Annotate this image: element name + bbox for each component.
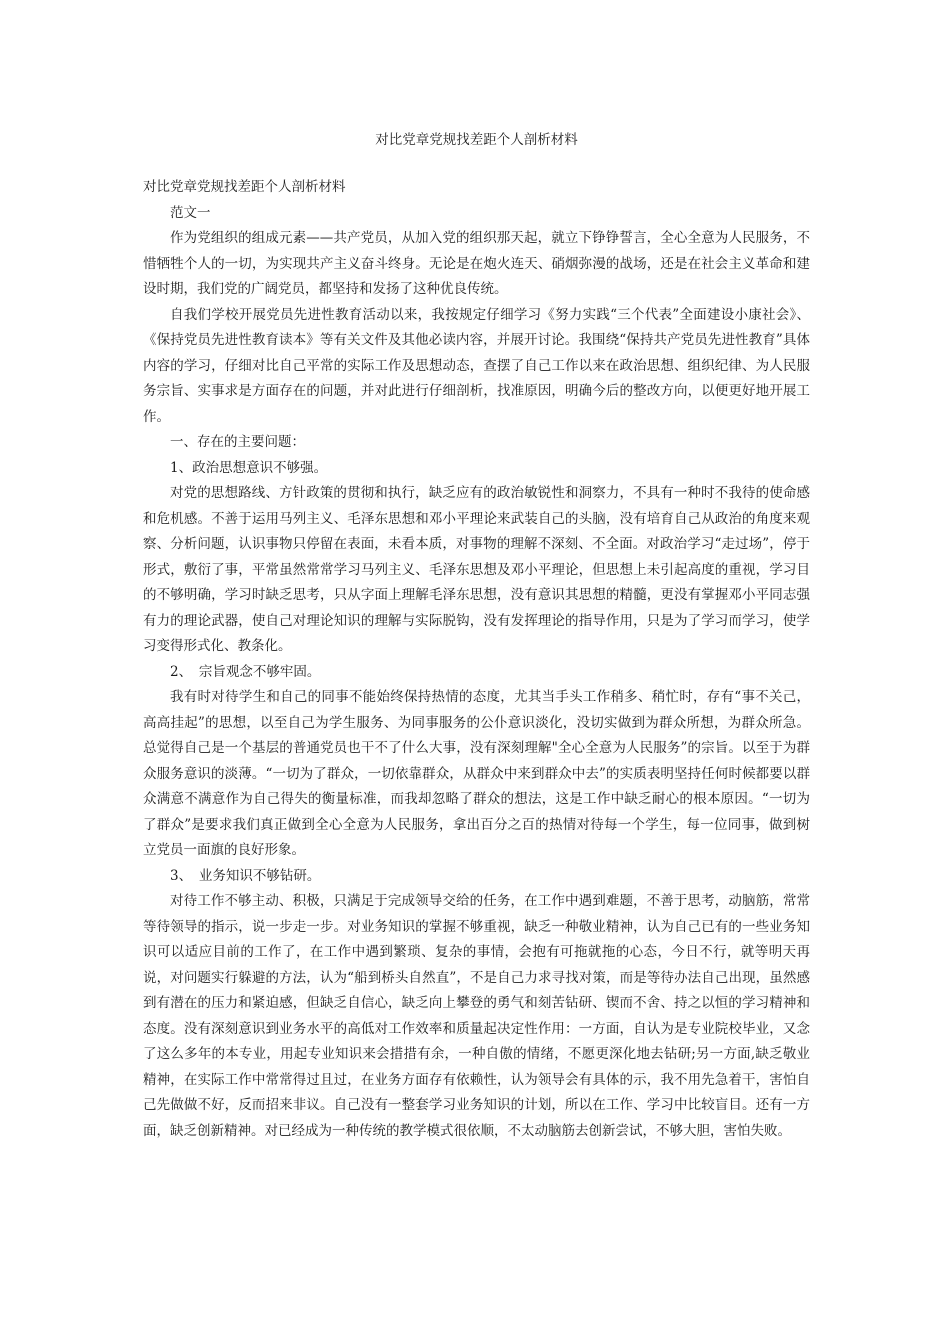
document-subtitle: 对比党章党规找差距个人剖析材料 (143, 179, 346, 195)
paragraph: 对党的思想路线、方针政策的贯彻和执行，缺乏应有的政治敏锐性和洞察力，不具有一种时不我待的使命感和危机感。不善于运用马列主义、毛泽东思想和邓小平理论来武装自己的头脑，没有培育自己从政治的角度来观察、分析问题，认识事物只停留在表面，未看本质，对事物的理解不深刻、不全面。对政治学习“走过场”，停于形式，敷衍了事，平常虽然常常学习马列主义、毛泽东思想及邓小平理论，但思想上未引起高度的重视，学习目的不够明确，学习时缺乏思考，只从字面上理解毛泽东思想，没有意识其思想的精髓，更没有掌握邓小平同志强有力的理论武器，使自己对理论知识的理解与实际脱钩，没有发挥理论的指导作用，只是为了学习而学习，使学习变得形式化、教条化。 (143, 485, 810, 654)
paragraph: 自我们学校开展党员先进性教育活动以来，我按规定仔细学习《努力实践“三个代表”全面建设小康社会》、《保持党员先进性教育读本》等有关文件及其他必读内容，并展开讨论。我围绕“保持共产党员先进性教育”具体内容的学习，仔细对比自己平常的实际工作及思想动态，查摆了自己工作以来在政治思想、组织纪律、为人民服务宗旨、实事求是方面存在的问题，并对此进行仔细剖析，找准原因，明确今后的整改方向，以便更好地开展工作。 (143, 306, 810, 425)
paragraph: 对待工作不够主动、积极，只满足于完成领导交给的任务，在工作中遇到难题，不善于思考，动脑筋，常常等待领导的指示，说一步走一步。对业务知识的掌握不够重视，缺乏一种敬业精神，认为自己已有的一些业务知识可以适应目前的工作了，在工作中遇到繁琐、复杂的事情，会抱有可拖就拖的心态，今日不行，就等明天再说，对问题实行躲避的方法，认为“船到桥头自然直”，不是自己力求寻找对策，而是等待办法自己出现，虽然感到有潜在的压力和紧迫感，但缺乏自信心，缺乏向上攀登的勇气和刻苦钻研、锲而不舍、持之以恒的学习精神和态度。没有深刻意识到业务水平的高低对工作效率和质量起决定性作用：一方面，自认为是专业院校毕业，又念了这么多年的本专业，用起专业知识来会措措有余，一种自傲的情绪，不愿更深化地去钻研;另一方面,缺乏敬业精神，在实际工作中常常得过且过，在业务方面存有依赖性，认为领导会有具体的示，我不用先急着干，害怕自己先做做不好，反而招来非议。自己没有一整套学习业务知识的计划，所以在工作、学习中比较盲目。还有一方面，缺乏创新精神。对已经成为一种传统的教学模式很依顺，不太动脑筋去创新尝试，不够大胆，害怕失败。 (143, 893, 810, 1139)
paragraph: 我有时对待学生和自己的同事不能始终保持热情的态度，尤其当手头工作稍多、稍忙时，存有“事不关己，高高挂起”的思想，以至自己为学生服务、为同事服务的公仆意识淡化，没切实做到为群众所想，为群众所急。总觉得自己是一个基层的普通党员也干不了什么大事，没有深刻理解"全心全意为人民服务”的宗旨。以至于为群众服务意识的淡薄。“一切为了群众，一切依靠群众，从群众中来到群众中去”的实质表明坚持任何时候都要以群众满意不满意作为自己得失的衡量标准，而我却忽略了群众的想法，这是工作中缺乏耐心的根本原因。“一切为了群众”是要求我们真正做到全心全意为人民服务，拿出百分之百的热情对待每一个学生，每一位同事，做到树立党员一面旗的良好形象。 (143, 689, 810, 858)
document-body (143, 175, 810, 1144)
section-label: 范文一 (170, 204, 211, 221)
subsection-heading: 3、 业务知识不够钻研。 (170, 867, 321, 884)
subsection-heading: 2、 宗旨观念不够牢固。 (170, 663, 321, 680)
section-heading: 一、存在的主要问题： (170, 434, 305, 450)
paragraph: 作为党组织的组成元素——共产党员，从加入党的组织那天起，就立下铮铮誓言，全心全意为人民服务，不惜牺牲个人的一切，为实现共产主义奋斗终身。无论是在炮火连天、硝烟弥漫的战场，还是在社会主义革命和建设时期，我们党的广阔党员，都坚持和发扬了这种优良传统。 (143, 230, 810, 297)
document-title: 对比党章党规找差距个人剖析材料 (375, 132, 578, 148)
subsection-heading: 1、政治思想意识不够强。 (170, 459, 328, 476)
